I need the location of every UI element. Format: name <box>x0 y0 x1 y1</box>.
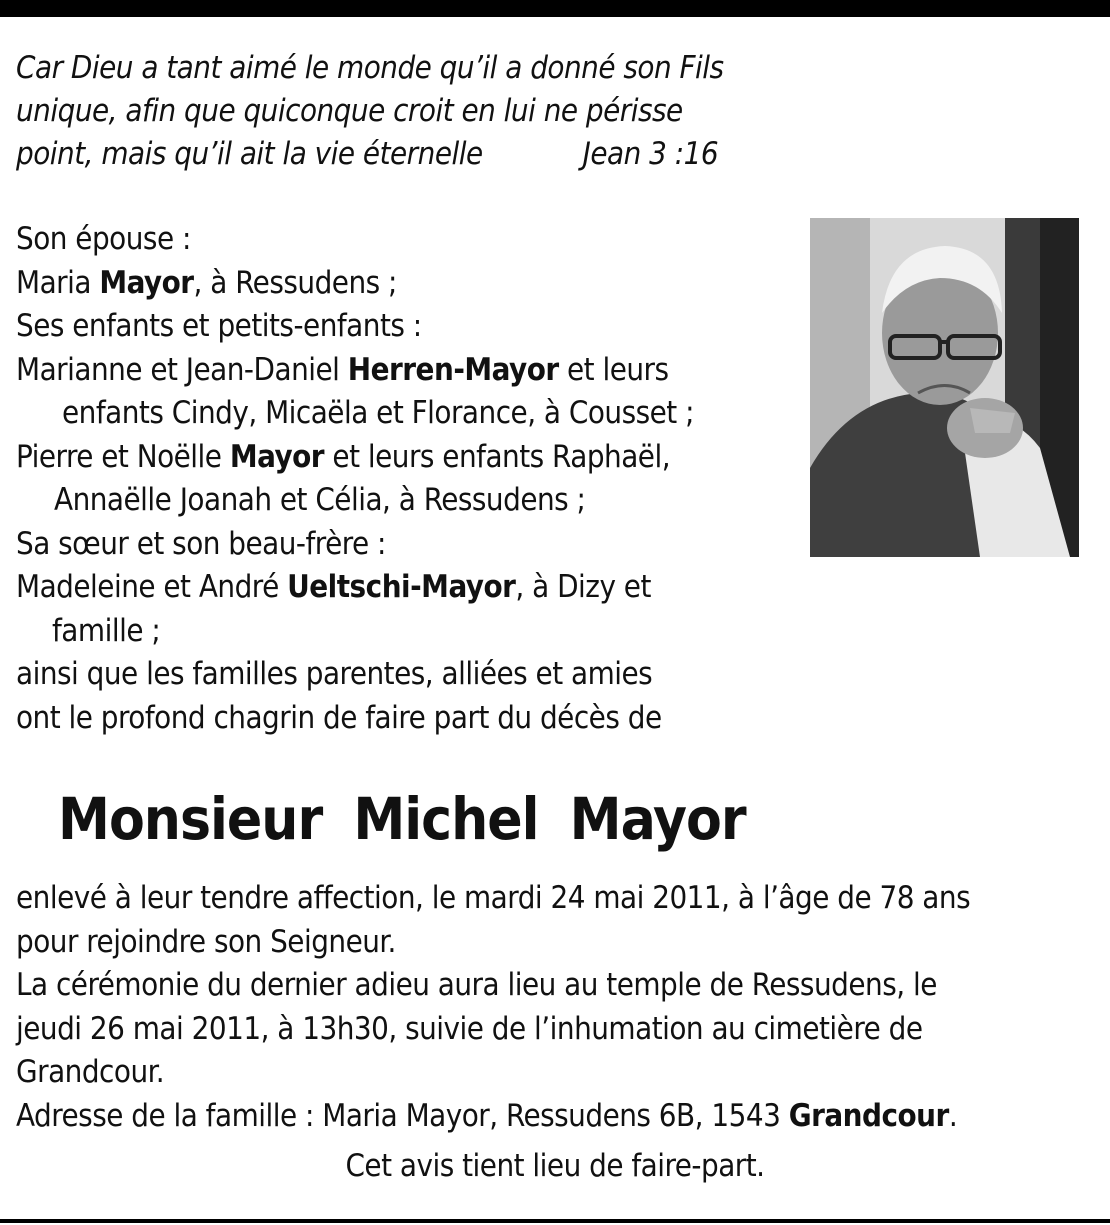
family-line: Maria Mayor, à Ressudens ; <box>16 264 397 301</box>
details-line: pour rejoindre son Seigneur. <box>16 923 396 960</box>
details-line: jeudi 26 mai 2011, à 13h30, suivie de l’inhumation au cimetière de <box>16 1010 923 1047</box>
family-line: Pierre et Noëlle Mayor et leurs enfants Raphaël, <box>16 438 671 475</box>
family-line: ont le profond chagrin de faire part du décès de <box>16 699 662 736</box>
family-line: ainsi que les familles parentes, alliées et amies <box>16 656 653 692</box>
family-line: Annaëlle Joanah et Célia, à Ressudens ; <box>54 482 586 518</box>
details-line: La cérémonie du dernier adieu aura lieu au temple de Ressudens, le <box>16 967 937 1003</box>
family-line: Ses enfants et petits-enfants : <box>16 308 422 344</box>
details-line: Grandcour. <box>16 1054 165 1090</box>
family-line: Marianne et Jean-Daniel Herren-Mayor et leurs <box>16 351 669 388</box>
verse-line: Car Dieu a tant aimé le monde qu’il a donné son Fils <box>16 50 724 86</box>
bible-verse <box>16 47 724 176</box>
bottom-border-rule <box>0 1219 1110 1223</box>
family-line: enfants Cindy, Micaëla et Florance, à Cousset ; <box>62 395 694 431</box>
deceased-name: Monsieur Michel Mayor <box>58 785 746 853</box>
verse-line: point, mais qu’il ait la vie éternelle Jean 3 :16 <box>16 133 724 176</box>
top-border-rule <box>0 0 1110 17</box>
family-line: Madeleine et André Ueltschi-Mayor, à Dizy et <box>16 569 651 605</box>
verse-line: unique, afin que quiconque croit en lui ne périsse <box>16 93 683 129</box>
notice-footer: Cet avis tient lieu de faire-part. <box>345 1148 765 1184</box>
family-line: Son épouse : <box>16 221 191 257</box>
details-line: enlevé à leur tendre affection, le mardi 24 mai 2011, à l’âge de 78 ans <box>16 880 971 916</box>
family-line: famille ; <box>52 612 161 649</box>
family-line: Sa sœur et son beau-frère : <box>16 525 386 562</box>
funeral-details <box>16 877 1096 1138</box>
portrait-photo <box>810 218 1079 557</box>
verse-reference: Jean 3 :16 <box>582 136 719 172</box>
details-line: Adresse de la famille : Maria Mayor, Ressudens 6B, 1543 Grandcour. <box>16 1097 958 1134</box>
family-announcement <box>16 218 796 740</box>
